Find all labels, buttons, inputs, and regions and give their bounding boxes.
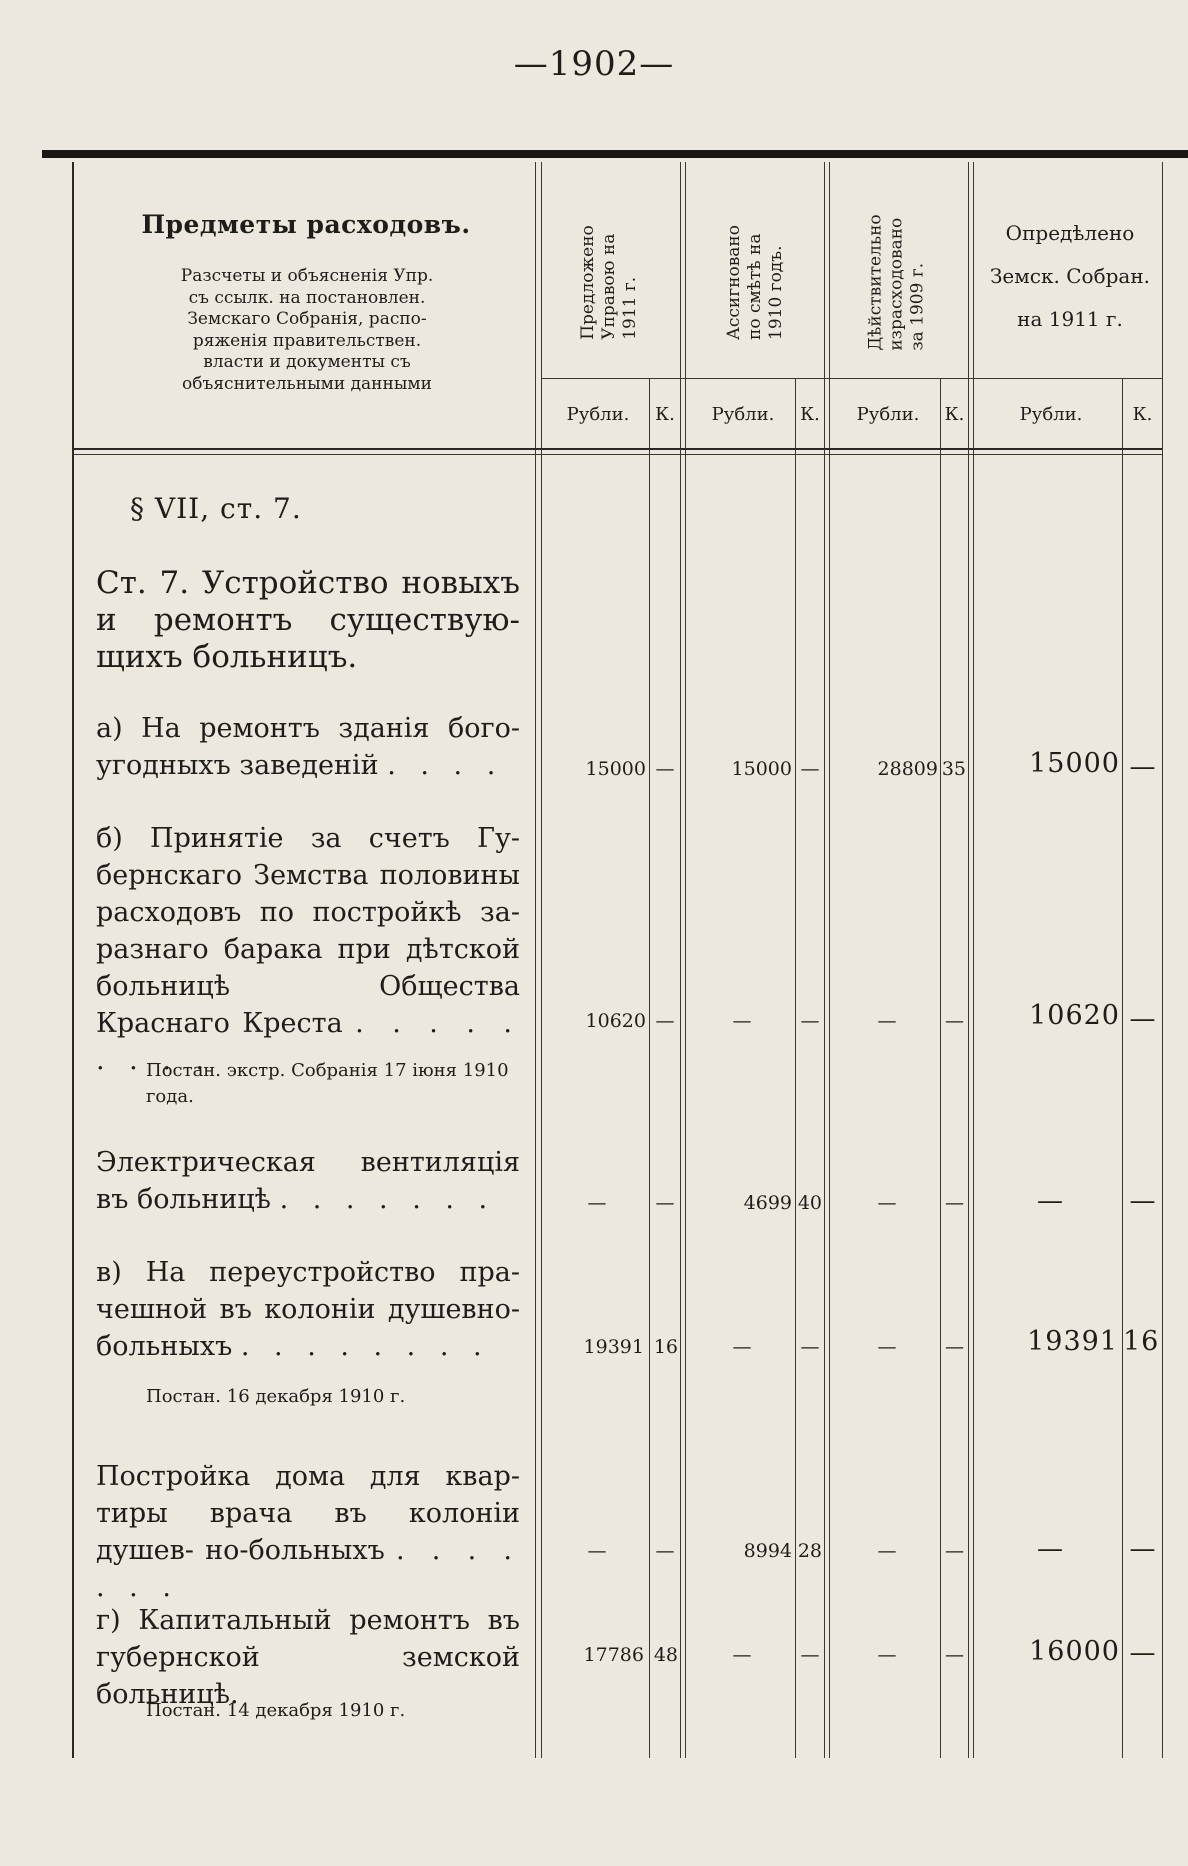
row-text: а) На ремонтъ зданія бого- угодныхъ заведеній <box>96 713 520 781</box>
header-bottom-rule <box>72 448 1162 450</box>
cell-assigned-rub: — <box>732 1010 752 1032</box>
cell-assigned-kop: — <box>800 758 820 780</box>
row-text: Электрическая вентиляція въ больницѣ <box>96 1147 520 1215</box>
cell-assigned-rub: — <box>732 1644 752 1666</box>
cell-determined-rub: 16000 <box>1029 1636 1120 1667</box>
column-header-expenses: Предметы расходовъ. <box>141 210 471 239</box>
column-header-subtitle <box>140 266 474 395</box>
cell-actual-kop: — <box>945 1644 964 1666</box>
cell-proposed-kop: — <box>655 1010 675 1032</box>
unit-rubles: Рубли. <box>711 404 775 425</box>
row-description <box>96 1458 520 1606</box>
subtitle-line: Разсчеты и объясненія Упр. <box>180 266 434 286</box>
header-bottom-rule <box>72 454 1162 455</box>
cell-assigned-rub: — <box>732 1336 752 1358</box>
cell-determined-rub: 19391 <box>1027 1326 1118 1357</box>
article-title: Ст. 7. Устройство новыхъ и ремонтъ существую- щихъ больницъ. <box>96 565 520 675</box>
cell-proposed-rub: 19391 <box>583 1336 644 1358</box>
cell-assigned-rub: 8994 <box>743 1540 792 1562</box>
header-line: Земск. Собран. <box>989 264 1151 288</box>
cell-proposed-rub: — <box>587 1540 607 1562</box>
header-line: Опредѣлено <box>1005 221 1135 245</box>
header-line: Управою на <box>598 233 619 340</box>
table-divider <box>541 162 542 1758</box>
table-left-border <box>72 162 74 1758</box>
cell-assigned-kop: 28 <box>797 1540 822 1562</box>
cell-proposed-kop: 16 <box>653 1336 678 1358</box>
cell-assigned-kop: 40 <box>797 1192 822 1214</box>
unit-kopecks: К. <box>1132 404 1153 425</box>
cell-proposed-kop: — <box>655 1540 675 1562</box>
cell-proposed-rub: — <box>587 1192 607 1214</box>
cell-actual-rub: — <box>877 1644 897 1666</box>
table-divider <box>968 162 969 1758</box>
table-divider <box>973 162 974 1758</box>
table-divider <box>685 162 686 1758</box>
subtitle-line: ряженія правительствен. <box>192 330 422 351</box>
cell-determined-rub: — <box>1037 1186 1063 1216</box>
cell-assigned-kop: — <box>800 1336 820 1358</box>
header-line: на 1911 г. <box>1017 307 1123 331</box>
cell-assigned-rub: 15000 <box>731 758 792 780</box>
row-note: Постан. экстр. Собранія 17 іюня 1910 года. <box>146 1060 509 1107</box>
cell-proposed-rub: 15000 <box>585 758 646 780</box>
subtitle-line: Земскаго Собранія, распо- <box>187 309 427 329</box>
column-header-determined <box>980 212 1160 341</box>
header-line: 1910 годъ. <box>765 245 786 340</box>
unit-kopecks: К. <box>655 404 675 425</box>
cell-proposed-rub: 17786 <box>583 1644 644 1666</box>
cell-assigned-kop: — <box>800 1010 820 1032</box>
cell-proposed-kop: 48 <box>653 1644 678 1666</box>
cell-determined-rub: 10620 <box>1029 1000 1120 1031</box>
unit-rubles: Рубли. <box>1019 404 1083 425</box>
cell-determined-rub: — <box>1037 1534 1063 1564</box>
cell-proposed-kop: — <box>655 758 675 780</box>
row-description <box>96 1602 520 1713</box>
cell-determined-kop: 16 <box>1123 1326 1160 1357</box>
cell-determined-rub: 15000 <box>1029 748 1120 779</box>
table-divider <box>535 162 536 1758</box>
row-description <box>96 710 520 784</box>
cell-actual-rub: — <box>877 1336 897 1358</box>
header-line: Ассигновано <box>723 224 744 340</box>
row-text: б) Принятіе за счетъ Гу- бернскаго Земства половины расходовъ по постройкѣ за- разнаго барака при дѣтской больницѣ Общества Краснаго Креста <box>96 823 520 1039</box>
unit-kopecks: К. <box>944 404 965 425</box>
row-description <box>96 1254 520 1365</box>
row-text: г) Капитальный ремонтъ въ губернской земской больницѣ. <box>96 1605 520 1710</box>
header-line: Дѣйствительно <box>865 213 886 351</box>
cell-determined-kop: — <box>1129 1534 1156 1564</box>
header-line: израсходовано <box>886 217 907 351</box>
unit-kopecks: К. <box>800 404 820 425</box>
cell-determined-kop: — <box>1129 1638 1156 1668</box>
cell-actual-rub: — <box>877 1192 897 1214</box>
subtitle-line: объяснительными данными <box>182 373 432 394</box>
cell-proposed-rub: 10620 <box>585 1010 646 1032</box>
table-right-border <box>1162 162 1163 1758</box>
row-description <box>96 820 520 1079</box>
section-title: § VII, ст. 7. <box>130 492 302 525</box>
table-divider <box>680 162 681 1758</box>
row-description <box>96 1144 520 1218</box>
cell-assigned-kop: — <box>800 1644 820 1666</box>
unit-rubles: Рубли. <box>566 404 630 425</box>
cell-actual-kop: — <box>945 1540 964 1562</box>
subtitle-line: власти и документы съ <box>203 352 411 372</box>
cell-actual-kop: 35 <box>941 758 966 780</box>
cell-determined-kop: — <box>1129 752 1156 782</box>
cell-assigned-rub: 4699 <box>743 1192 792 1214</box>
cell-actual-rub: 28809 <box>877 758 938 780</box>
row-text: в) На переустройство пра- чешной въ колоніи душевно- больныхъ <box>96 1257 520 1362</box>
cell-actual-rub: — <box>877 1010 897 1032</box>
cell-determined-kop: — <box>1129 1004 1156 1034</box>
cell-actual-rub: — <box>877 1540 897 1562</box>
row-leader-dots: . . . . . . . . . <box>96 1008 520 1076</box>
unit-rubles: Рубли. <box>856 404 920 425</box>
cell-proposed-kop: — <box>655 1192 675 1214</box>
header-line: Предложено <box>577 224 598 340</box>
unit-row-rule <box>541 378 1162 379</box>
row-text: Постройка дома для квар- тиры врача въ колоніи душев- но-больныхъ <box>96 1461 520 1566</box>
column-header-assigned <box>723 192 786 372</box>
table-divider <box>824 162 825 1758</box>
page-number: —1902— <box>513 44 675 84</box>
header-line: за 1909 г. <box>907 262 928 351</box>
row-note: Постан. 16 декабря 1910 г. <box>146 1386 406 1407</box>
row-leader-dots: . . . . . . . <box>279 1184 496 1215</box>
cell-actual-kop: — <box>945 1192 964 1214</box>
top-rule <box>42 150 1188 158</box>
row-leader-dots: . . . . . . . <box>96 1535 520 1603</box>
subtitle-line: съ ссылк. на постановлен. <box>188 287 426 308</box>
header-line: 1911 г. <box>619 276 640 340</box>
row-leader-dots: . . . . <box>387 750 504 781</box>
header-line: по смѣтѣ на <box>744 233 765 340</box>
column-header-proposed <box>577 192 640 372</box>
cell-actual-kop: — <box>945 1336 964 1358</box>
table-divider <box>829 162 830 1758</box>
column-header-actual <box>865 192 928 372</box>
cell-actual-kop: — <box>945 1010 964 1032</box>
row-leader-dots: . . . . . . . . <box>240 1331 490 1362</box>
row-note: Постан. 14 декабря 1910 г. <box>146 1700 406 1721</box>
cell-determined-kop: — <box>1129 1186 1156 1216</box>
